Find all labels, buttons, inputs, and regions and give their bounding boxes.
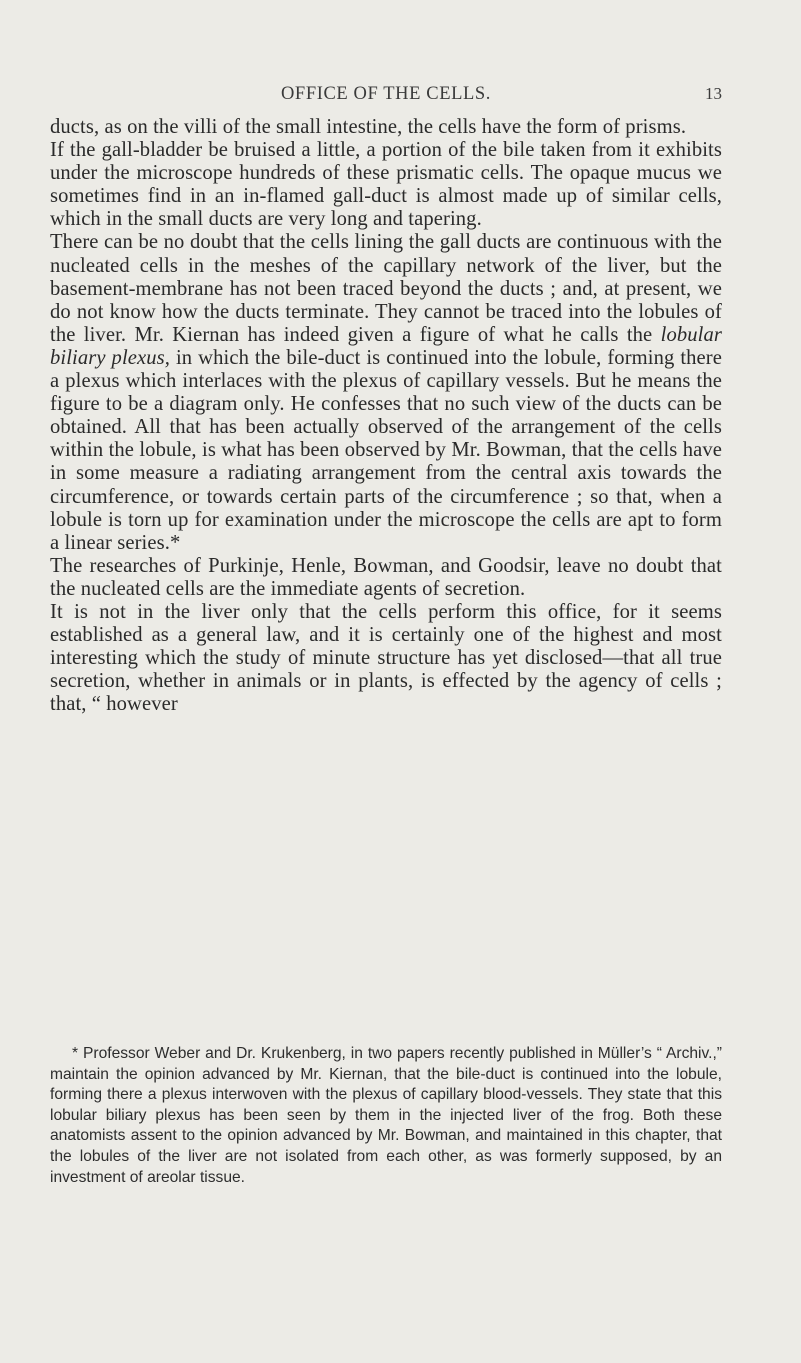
page-number: 13 (705, 84, 722, 103)
running-head (50, 84, 722, 114)
lobular-biliary-plexus-term: lobular biliary plexus, (50, 323, 722, 369)
footnote-text: * Professor Weber and Dr. Krukenberg, in two papers recently published in Müller’s “ Archiv.,” maintain the opinion advanced by Mr. Kiernan, that the bile-duct is continued into the lobule, forming there a plexus interwoven with the plexus of capillary blood-vessels. They state that this lobular biliary plexus has been seen by them in the injected liver of the frog. Both these anatomists assent to the opinion advanced by Mr. Bowman, and maintained in this chapter, that the lobules of the liver are not isolated from each other, as was formerly supposed, by an investment of areolar tissue. (50, 1045, 722, 1186)
paragraph-3-part-b: in which the bile-duct is continued into the lobule, forming there a plexus which interlaces with the plexus of capillary vessels. But he means the figure to be a diagram only. He confesses that no such view of the ducts can be obtained. All that has been actually observed of the arrangement of the cells within the lobule, is what has been observed by Mr. Bowman, that the cells have in some measure a radiating arrangement from the central axis towards the circumference, or towards certain parts of the circumference ; so that, when a lobule is torn up for examination under the microscope the cells are apt to form a linear series.* (50, 346, 722, 554)
paragraph-3 (50, 231, 722, 554)
running-title: OFFICE OF THE CELLS. (280, 84, 492, 104)
paragraph-3-part-a: There can be no doubt that the cells lining the gall ducts are continuous with the nucleated cells in the meshes of the capillary network of the liver, but the basement-membrane has not been traced beyond the ducts ; and, at present, we do not know how the ducts terminate. They cannot be traced into the lobules of the liver. Mr. Kiernan has indeed given a figure of what he calls the (50, 231, 722, 346)
paragraph-1: ducts, as on the villi of the small intestine, the cells have the form of prisms. (50, 116, 687, 138)
paragraph-5: It is not in the liver only that the cells perform this office, for it seems established as a general law, and it is certainly one of the highest and most interesting which the study of minute structure has yet disclosed—that all true secretion, whether in animals or in plants, is effected by the agency of cells ; that, “ however (50, 600, 722, 716)
paragraph-2: If the gall-bladder be bruised a little, a portion of the bile taken from it exhibits under the microscope hundreds of these prismatic cells. The opaque mucus we sometimes find in an in-flamed gall-duct is almost made up of similar cells, which in the small ducts are very long and tapering. (50, 139, 722, 231)
footnote (50, 1044, 722, 1188)
paragraph-4: The researches of Purkinje, Henle, Bowman, and Goodsir, leave no doubt that the nucleated cells are the immediate agents of secretion. (50, 554, 722, 600)
body-text (50, 116, 722, 716)
